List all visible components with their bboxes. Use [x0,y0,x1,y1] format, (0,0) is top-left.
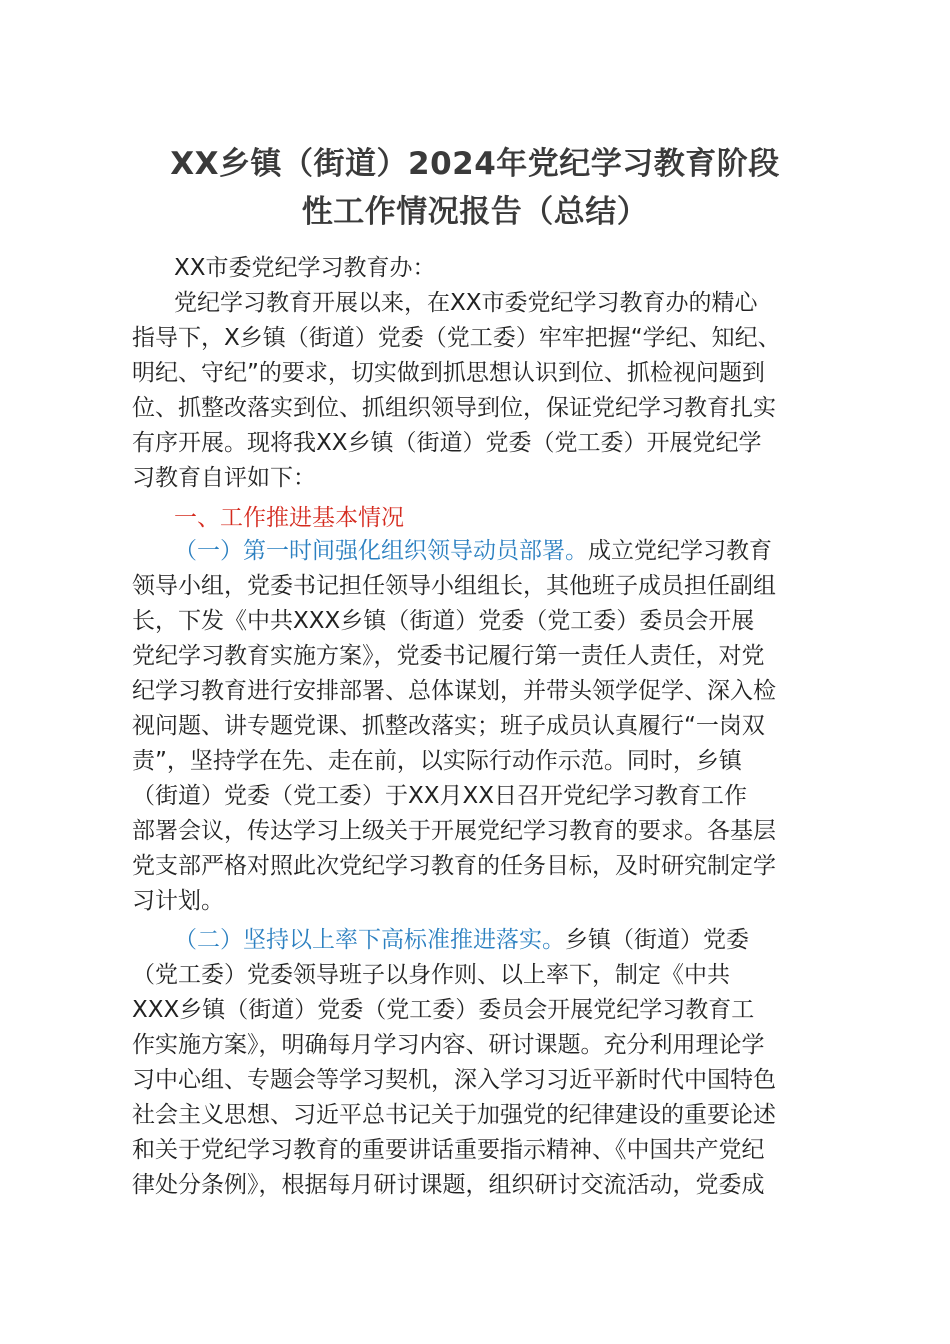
intro-line: 指导下，X乡镇（街道）党委（党工委）牢牢把握“学纪、知纪、 [132,325,781,351]
paragraph-line: （街道）党委（党工委）于XX月XX日召开党纪学习教育工作 [132,783,748,809]
section-heading: 一、工作推进基本情况 [174,505,404,531]
intro-line: 党纪学习教育开展以来，在XX市委党纪学习教育办的精心 [174,290,758,316]
document-title-line-2: 性工作情况报告（总结） [301,194,649,230]
subsection-heading: （一）第一时间强化组织领导动员部署。 [174,538,588,564]
paragraph-line: 习中心组、专题会等学习契机，深入学习习近平新时代中国特色 [132,1067,776,1093]
intro-line: 有序开展。现将我XX乡镇（街道）党委（党工委）开展党纪学 [132,430,762,456]
paragraph-line: 纪学习教育进行安排部署、总体谋划，并带头领学促学、深入检 [132,678,776,704]
paragraph-line: 律处分条例》，根据每月研讨课题，组织研讨交流活动，党委成 [132,1172,765,1198]
intro-line: 习教育自评如下： [132,465,316,491]
paragraph-line: 部署会议，传达学习上级关于开展党纪学习教育的要求。各基层 [132,818,776,844]
paragraph-line: 领导小组，党委书记担任领导小组组长，其他班子成员担任副组 [132,573,776,599]
paragraph-line: XXX乡镇（街道）党委（党工委）委员会开展党纪学习教育工 [132,997,755,1023]
paragraph-line: 作实施方案》，明确每月学习内容、研讨课题。充分利用理论学 [132,1032,765,1058]
paragraph-line: 党支部严格对照此次党纪学习教育的任务目标，及时研究制定学 [132,853,776,879]
intro-line: 位、抓整改落实到位、抓组织领导到位，保证党纪学习教育扎实 [132,395,776,421]
paragraph-line: 社会主义思想、习近平总书记关于加强党的纪律建设的重要论述 [132,1102,776,1128]
intro-line: 明纪、守纪”的要求，切实做到抓思想认识到位、抓检视问题到 [132,360,765,386]
paragraph-text: 乡镇（街道）党委 [565,927,749,953]
subsection-heading: （二）坚持以上率下高标准推进落实。 [174,927,565,953]
paragraph-line: 长，下发《中共XXX乡镇（街道）党委（党工委）委员会开展 [132,608,755,634]
paragraph-line [174,925,749,955]
paragraph-line [174,536,772,566]
document-title-line-1: XX乡镇（街道）2024年党纪学习教育阶段 [170,146,780,182]
paragraph-line: 责”，坚持学在先、走在前，以实际行动作示范。同时，乡镇 [132,748,742,774]
paragraph-line: 党纪学习教育实施方案》，党委书记履行第一责任人责任，对党 [132,643,765,669]
paragraph-line: （党工委）党委领导班子以身作则、以上率下，制定《中共 [132,962,730,988]
addressee: XX市委党纪学习教育办： [174,255,436,281]
paragraph-line: 习计划。 [132,888,224,914]
paragraph-line: 视问题、讲专题党课、抓整改落实；班子成员认真履行“一岗双 [132,713,765,739]
paragraph-text: 成立党纪学习教育 [588,538,772,564]
paragraph-line: 和关于党纪学习教育的重要讲话重要指示精神、《中国共产党纪 [132,1137,765,1163]
